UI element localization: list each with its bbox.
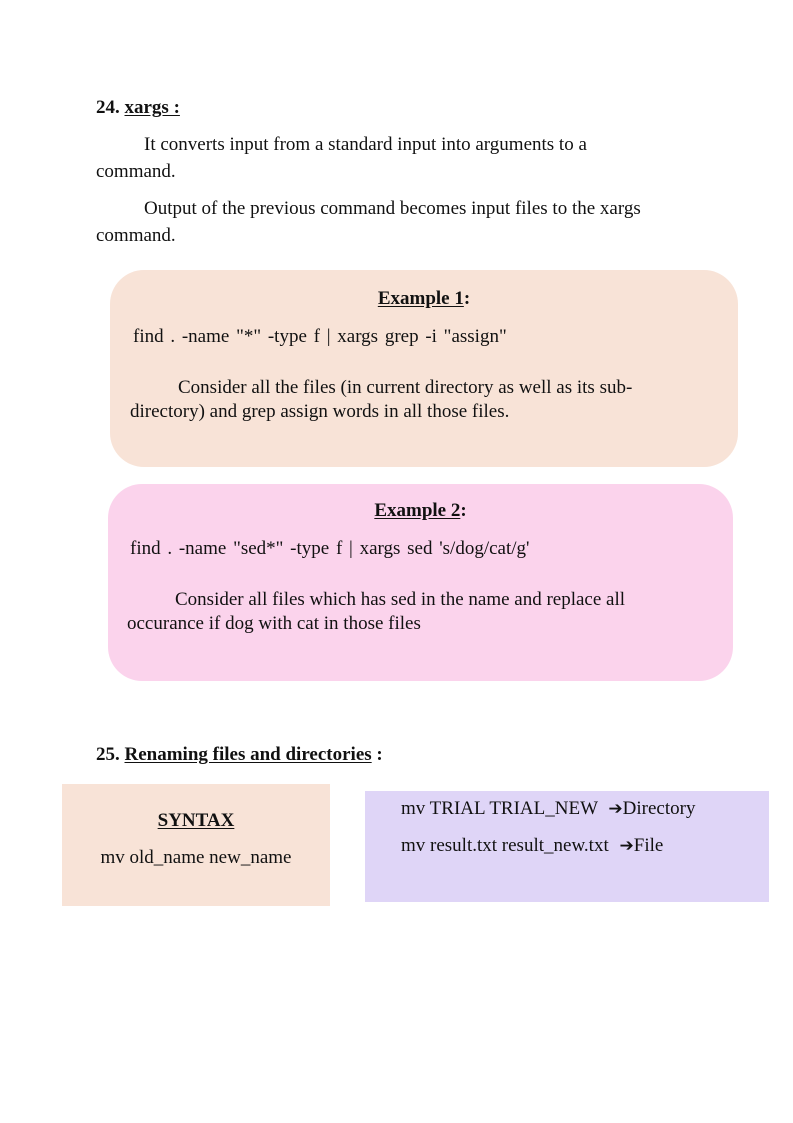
example-title xyxy=(110,288,738,310)
example-title-colon: : xyxy=(463,288,471,309)
section-24-heading xyxy=(96,97,180,119)
example-title-colon: : xyxy=(460,500,467,521)
example-1-box xyxy=(110,270,738,467)
syntax-command: mv old_name new_name xyxy=(100,847,292,868)
mv-examples-box xyxy=(365,791,769,902)
example-title-text: Example 2 xyxy=(374,500,461,521)
mv-example-row xyxy=(401,798,695,820)
right-arrow-icon: ➔ xyxy=(608,799,623,819)
example-command: find . -name "sed*" -type f | xargs sed 's/dog/cat/g' xyxy=(130,538,530,559)
example-description: Consider all files which has sed in the name and replace all occurance if dog with cat in those files xyxy=(127,589,626,634)
syntax-title: SYNTAX xyxy=(157,810,235,831)
example-description: Consider all the files (in current directory as well as its sub-directory) and grep assign words in all those files. xyxy=(130,377,633,422)
mv-example-row xyxy=(401,835,663,857)
section-25-heading xyxy=(96,744,383,766)
right-arrow-icon: ➔ xyxy=(619,836,634,856)
mv-command: mv result.txt result_new.txt xyxy=(401,835,609,856)
section-title: Renaming files and directories xyxy=(124,744,372,765)
example-2-box xyxy=(108,484,733,681)
section-title: xargs : xyxy=(124,97,180,118)
mv-result: File xyxy=(633,835,664,856)
example-title xyxy=(108,500,733,522)
example-command: find . -name "*" -type f | xargs grep -i "assign" xyxy=(133,326,507,347)
mv-command: mv TRIAL TRIAL_NEW xyxy=(401,798,598,819)
section-number: 24. xyxy=(96,97,120,118)
syntax-box xyxy=(62,784,330,906)
paragraph: It converts input from a standard input into arguments to a command. xyxy=(96,134,587,182)
section-title-colon: : xyxy=(371,744,383,765)
paragraph: Output of the previous command becomes input files to the xargs command. xyxy=(96,198,641,246)
example-title-text: Example 1 xyxy=(377,288,464,309)
mv-result: Directory xyxy=(622,798,696,819)
section-number: 25. xyxy=(96,744,120,765)
